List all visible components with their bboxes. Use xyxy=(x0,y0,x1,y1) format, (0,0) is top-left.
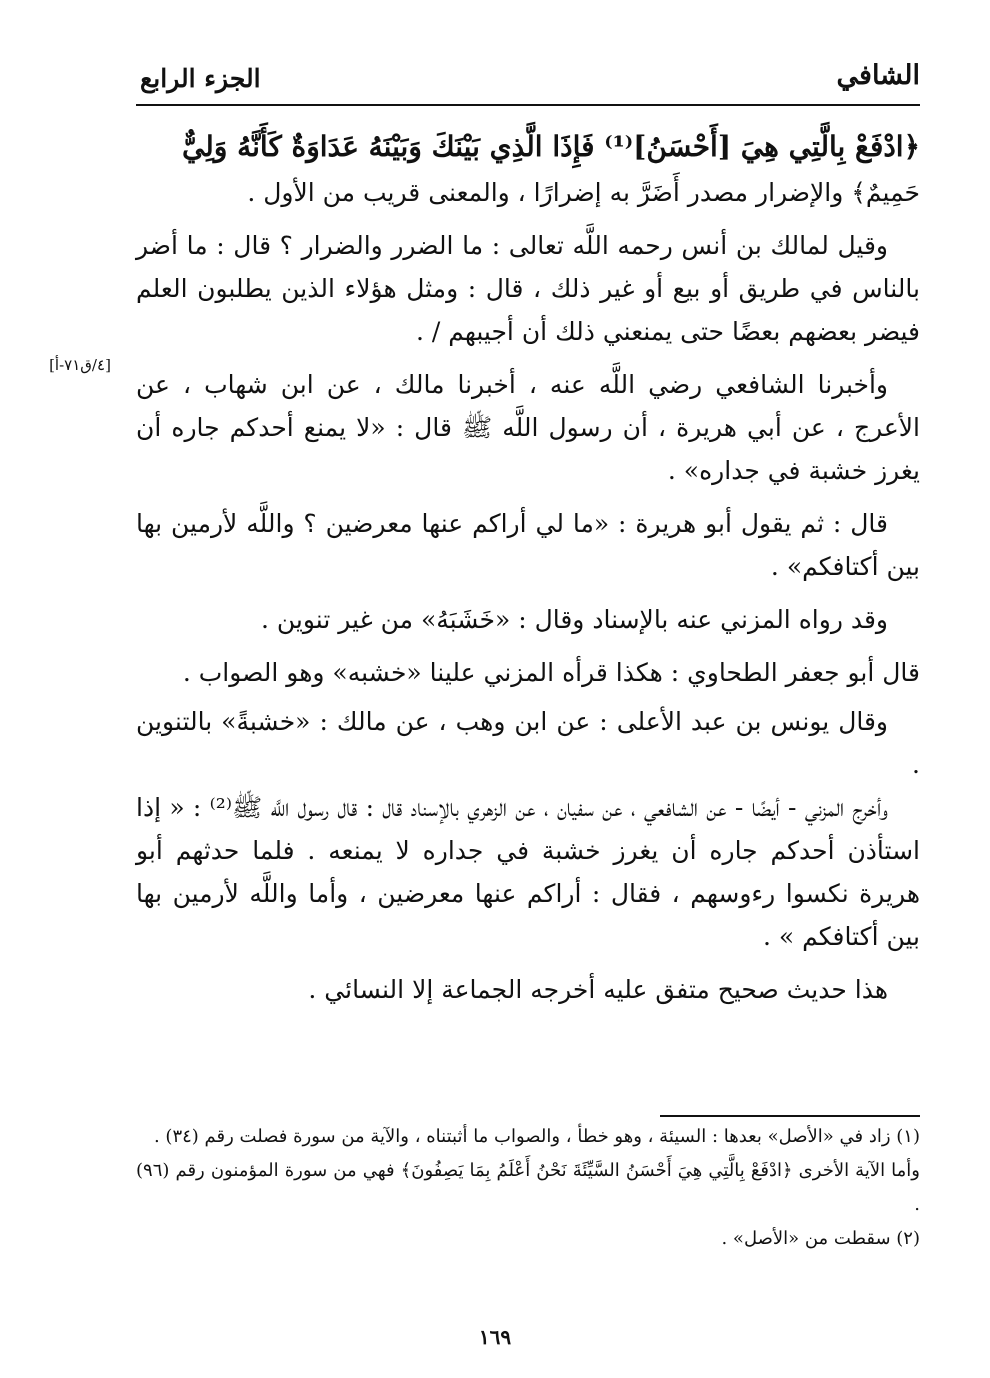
footnote: (١) زاد في «الأصل» بعدها : السيئة ، وهو خطأ ، والصواب ما أثبتناه ، والآية من سورة فصلت رقم (٣٤) . xyxy=(153,1126,920,1147)
running-head-volume: الجزء الرابع xyxy=(140,64,261,93)
paragraph: وقد رواه المزني عنه بالإسناد وقال : «خَشَبَهُ» من غير تنوين . xyxy=(260,605,888,634)
paragraph: وقيل لمالك بن أنس رحمه اللَّه تعالى : ما الضرر والضرار ؟ قال : ما أضر بالناس في طريق أو بيع أو غير ذلك ، قال : ومثل هؤلاء الذين يطلبون العلم فيضر بعضهم بعضًا حتى يمنعني ذلك أن أجيبهم / . xyxy=(136,231,920,346)
paragraph: وقال يونس بن عبد الأعلى : عن ابن وهب ، عن مالك : «خشبةً» بالتنوين . xyxy=(136,707,920,779)
paragraph: وأخبرنا الشافعي رضي اللَّه عنه ، أخبرنا مالك ، عن ابن شهاب ، عن الأعرج ، عن أبي هريرة ، أن رسول اللَّه ﷺ قال : «لا يمنع أحدكم جاره أن يغرز خشبة في جداره» . xyxy=(136,370,920,485)
footnote-rule xyxy=(660,1115,920,1117)
running-head-book-title: الشافي xyxy=(836,60,920,91)
footnote: وأما الآية الأخرى ﴿ادْفَعْ بِالَّتِي هِيَ أَحْسَنُ السَّيِّئَةَ نَحْنُ أَعْلَمُ بِمَا يَصِفُونَ﴾ فهي من سورة المؤمنون رقم (٩٦) . xyxy=(136,1160,920,1215)
paragraph: حَمِيمٌ﴾ والإضرار مصدر أَضَرَّ به إضرارًا ، والمعنى قريب من الأول . xyxy=(247,178,920,207)
page-number: ١٦٩ xyxy=(478,1325,512,1349)
main-text xyxy=(136,122,920,1011)
footnote: (٢) سقطت من «الأصل» . xyxy=(721,1228,920,1249)
paragraph: قال أبو جعفر الطحاوي : هكذا قرأه المزني علينا «خشبه» وهو الصواب . xyxy=(182,658,920,687)
footnotes xyxy=(136,1120,920,1256)
paragraph: قال : ثم يقول أبو هريرة : «ما لي أراكم عنها معرضين ؟ واللَّه لأرمين بها بين أكتافكم» . xyxy=(136,509,920,581)
paragraph: وأخرج المزني - أيضًا - عن الشافعي ، عن سفيان ، عن الزهري بالإسناد قال : قال رسول اللَّه ﷺ⁽²⁾ : « إذا استأذن أحدكم جاره أن يغرز خشبة في جداره لا يمنعه . فلما حدثهم أبو هريرة نكسوا رءوسهم ، فقال : أراكم عنها معرضين ، وأما واللَّه لأرمين بها بين أكتافكم » . xyxy=(136,793,920,951)
paragraph: هذا حديث صحيح متفق عليه أخرجه الجماعة إلا النسائي . xyxy=(308,975,888,1004)
quran-verse-line: ﴿ادْفَعْ بِالَّتِي هِيَ [أَحْسَنُ]⁽¹⁾ فَإِذَا الَّذِي بَيْنَكَ وَبَيْنَهُ عَدَاوَةٌ كَأَنَّهُ وَلِيٌّ xyxy=(181,130,920,163)
margin-folio-reference: [٤/ق٧١-أ] xyxy=(49,356,111,374)
header-rule xyxy=(136,104,920,106)
